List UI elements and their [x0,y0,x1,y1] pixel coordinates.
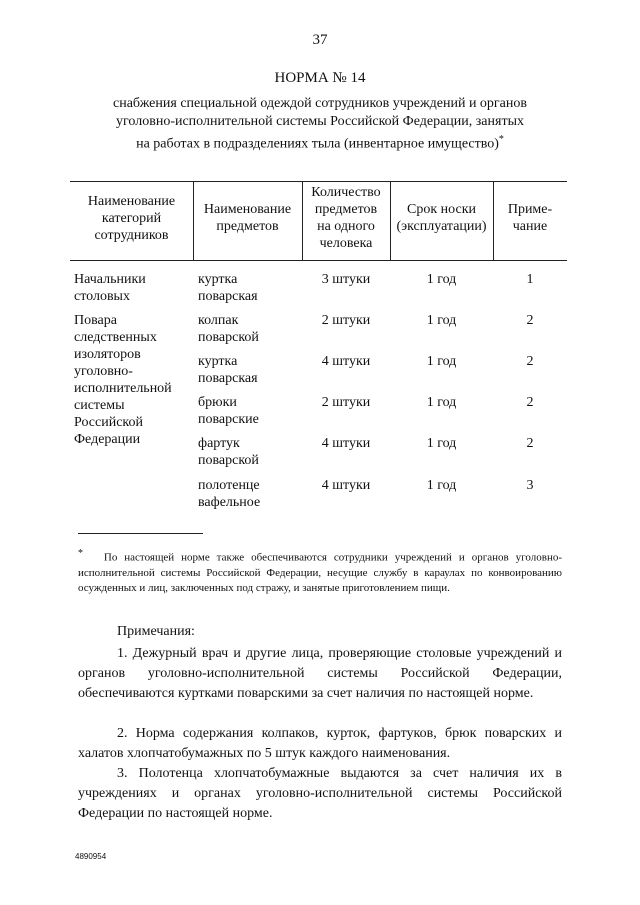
item-cell [198,353,298,387]
note-cell: 3 [526,478,534,493]
subtitle-line: уголовно-исполнительной системы Российской Федерации, занятых [116,114,524,129]
category-text: изоляторов [74,347,141,362]
notes-heading: Примечания: [117,624,195,639]
header-text: человека [319,236,373,251]
quantity-cell: 3 штуки [321,272,371,287]
item-text: полотенце [198,478,260,493]
norm-subtitle [70,95,570,154]
term-cell: 1 год [426,478,457,493]
item-cell [198,394,298,428]
header-text: сотрудников [94,228,169,243]
note-cell: 2 [526,354,534,369]
item-text: брюки [198,395,237,410]
quantity-cell: 4 штуки [321,478,371,493]
item-text: поварская [198,289,258,304]
item-text: куртка [198,354,238,369]
header-term [390,201,493,235]
header-text: категорий [101,211,162,226]
item-text: вафельное [198,495,261,510]
term-cell: 1 год [426,395,457,410]
subtitle-line: снабжения специальной одеждой сотрудников учреждений и органов [113,96,527,111]
category-cell [74,271,146,305]
quantity-cell: 4 штуки [321,354,371,369]
item-cell [198,312,298,346]
item-text: фартук [198,436,240,451]
footnote [78,546,562,596]
category-cell [74,312,172,448]
note-item: 2. Норма содержания колпаков, курток, фартуков, брюк поварских и халатов хлопчатобумажных по 5 штук каждого наименования. [78,726,562,761]
quantity-cell: 2 штуки [321,395,371,410]
note-cell: 1 [526,272,534,287]
subtitle-footnote-mark: * [498,134,504,145]
header-quantity [302,184,390,252]
header-text: Количество [311,185,381,200]
category-text: следственных [74,330,157,345]
quantity-cell: 2 штуки [321,313,371,328]
category-text: уголовно- [74,364,133,379]
category-text: системы [74,398,125,413]
header-text: предметов [216,219,279,234]
item-text: поварской [198,453,259,468]
header-item [193,201,302,235]
item-text: поварской [198,330,259,345]
category-text: Федерации [74,432,141,447]
note-item: 3. Полотенца хлопчатобумажные выдаются за счет наличия их в учреждениях и органах уголовно-исполнительной системы Российской Федерации по настоящей норме. [78,766,562,821]
category-text: исполнительной [74,381,172,396]
subtitle-line [70,131,570,154]
item-text: куртка [198,272,238,287]
header-text: предметов [314,202,378,217]
header-text: Срок носки [407,202,476,217]
footnote-text: По настоящей норме также обеспечиваются сотрудники учреждений и органов уголовно-исполнительной системы Российской Федерации, несущие службу в караулах по конвоированию осужденных и лиц, заключенных под стражу, и занятые приготовлением пищи. [78,551,562,594]
category-text: столовых [74,289,130,304]
table-header-rule [70,260,567,261]
category-text: Начальники [74,272,146,287]
footnote-separator [78,533,203,534]
page-number: 37 [312,32,328,48]
item-text: колпак [198,313,239,328]
header-text: чание [512,219,548,234]
header-text: Приме- [507,202,553,217]
item-cell [198,435,298,469]
header-text: на одного [317,219,375,234]
category-text: Повара [74,313,117,328]
footnote-mark: * [78,548,83,559]
item-cell [198,271,298,305]
header-note [493,201,567,235]
norm-title: НОРМА № 14 [274,70,366,86]
header-text: Наименование [87,194,176,209]
header-category [70,193,193,244]
term-cell: 1 год [426,436,457,451]
subtitle-line-text: на работах в подразделениях тыла (инвентарное имущество) [136,136,499,152]
note-cell: 2 [526,395,534,410]
note-cell: 2 [526,436,534,451]
item-text: поварская [198,371,258,386]
item-cell [198,477,298,511]
note-cell: 2 [526,313,534,328]
term-cell: 1 год [426,272,457,287]
quantity-cell: 4 штуки [321,436,371,451]
header-text: Наименование [203,202,292,217]
item-text: поварские [198,412,259,427]
document-id: 4890954 [75,852,107,861]
category-text: Российской [74,415,143,430]
note-item: 1. Дежурный врач и другие лица, проверяющие столовые учреждений и органов уголовно-исполнительной системы Российской Федерации, обеспечиваются куртками поварскими за счет наличия по настоящей норме. [78,646,562,701]
header-text: (эксплуатации) [396,219,487,234]
term-cell: 1 год [426,354,457,369]
term-cell: 1 год [426,313,457,328]
